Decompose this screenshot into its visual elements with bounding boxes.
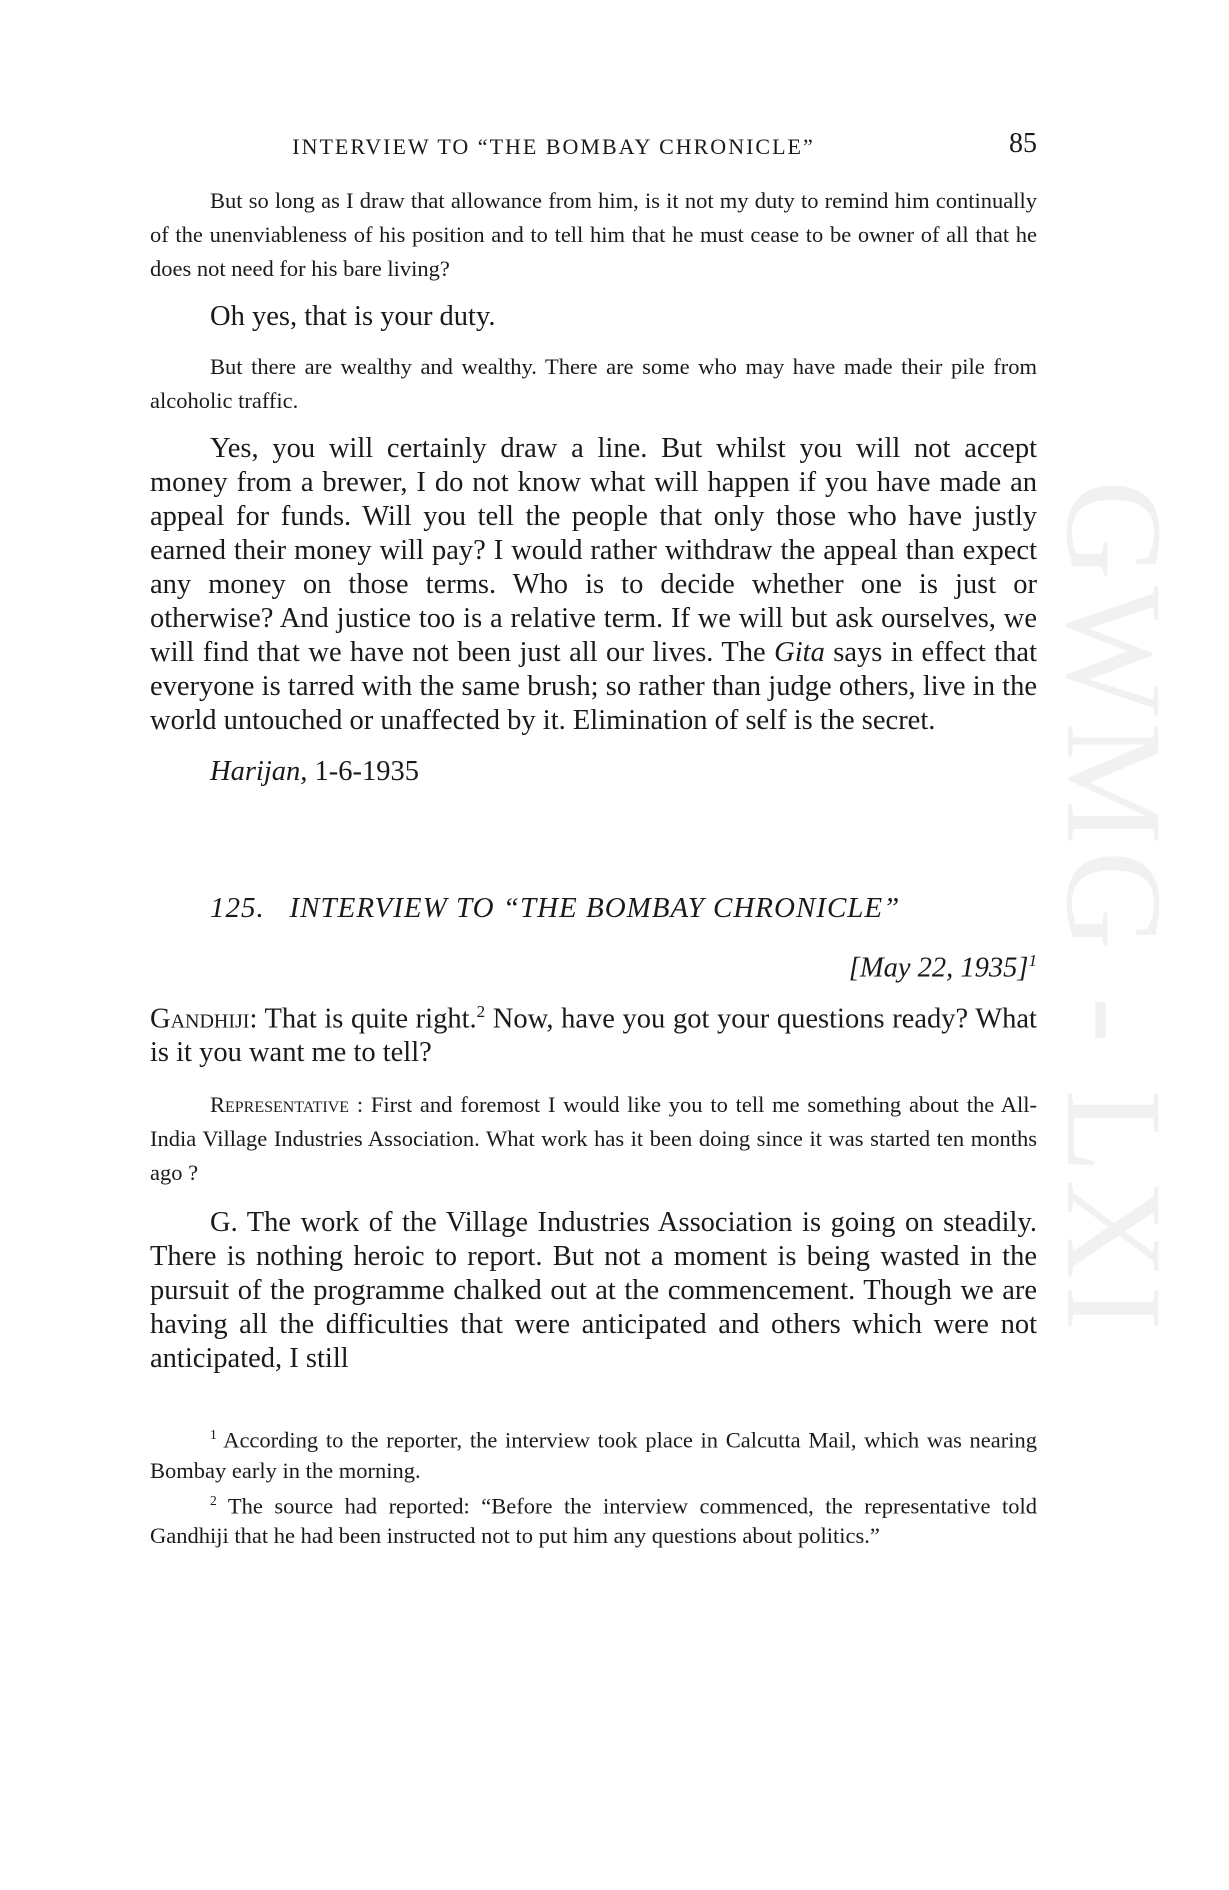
- speaker-label: Representative :: [210, 1092, 364, 1117]
- running-head-title: INTERVIEW TO “THE BOMBAY CHRONICLE”: [292, 134, 815, 159]
- answer-text: says in effect that everyone is tarred with the same brush; so rather than judge others, live in the world untouched or unaffected by it. Elimination of self is the secret.: [150, 637, 1037, 736]
- source-date: 1-6-1935: [307, 756, 419, 787]
- footnote-mark: 1: [210, 1427, 217, 1442]
- article-title: INTERVIEW TO “THE BOMBAY CHRONICLE”: [289, 892, 901, 924]
- answer-paragraph: Oh yes, that is your duty.: [210, 301, 496, 332]
- answer-text: Yes, you will certainly draw a line. But whilst you will not accept money from a brewer, I do not know what will happen if you have made an appeal for funds. Will you tell the people that only those who have justly earned their money will pay? I would rather withdraw the appeal than expect any money on those terms. Who is to decide whether one is just or otherwise? And justice too is a relative term. If we will but ask ourselves, we will find that we have not been just all our lives. The: [150, 433, 1037, 668]
- date-text: [May 22, 1935]: [848, 952, 1029, 984]
- article-heading: [210, 892, 1037, 925]
- page: [150, 124, 1037, 1551]
- footnote-text: According to the reporter, the interview took place in Calcutta Mail, which was nearing Bombay early in the morning.: [150, 1427, 1037, 1483]
- watermark: GWMG - LXI: [1038, 480, 1191, 1338]
- article-number: 125.: [210, 892, 265, 924]
- question-text: First and foremost I would like you to tell me something about the All-India Village Industries Association. What work has it been doing since it was started ten months ago ?: [150, 1092, 1037, 1185]
- source-citation: [210, 756, 1037, 788]
- footnote: [150, 1420, 1037, 1486]
- footnote-mark: 2: [210, 1492, 217, 1508]
- dialogue-text: That is quite right.: [257, 1003, 477, 1034]
- question-paragraph: But so long as I draw that allowance from him, is it not my duty to remind him continually of the unenviableness of his position and to tell him that he must cease to be owner of all that he does not need for his bare living?: [150, 188, 1037, 281]
- answer-paragraph: [150, 432, 1037, 738]
- footnotes: [150, 1420, 1037, 1551]
- running-head: [150, 124, 1037, 168]
- dialogue-paragraph: [150, 995, 1037, 1071]
- speaker-label: G.: [210, 1207, 238, 1238]
- answer-text: The work of the Village Industries Association is going on steadily. There is nothing heroic to report. But not a moment is being wasted in the pursuit of the programme chalked out at the commencement. Though we are having all the difficulties that were anticipated and others which were not anticipated, I still: [150, 1207, 1037, 1374]
- source-name: Harijan,: [210, 756, 308, 787]
- footnote: [150, 1486, 1037, 1552]
- page-number: 85: [1009, 128, 1037, 159]
- footnote-text: The source had reported: “Before the interview commenced, the representative told Gandhiji that he had been instructed not to put him any questions about politics.”: [150, 1493, 1037, 1548]
- gita-title: Gita: [774, 637, 825, 668]
- article-date: [150, 951, 1037, 985]
- answer-paragraph: [150, 1206, 1037, 1376]
- footnote-ref: 1: [1028, 951, 1037, 970]
- footnote-ref: 2: [476, 1001, 486, 1021]
- speaker-label: Gandhiji:: [150, 1003, 258, 1034]
- question-paragraph: But there are wealthy and wealthy. There are some who may have made their pile from alcoholic traffic.: [150, 354, 1037, 413]
- dialogue-text: Now, have you got your questions ready? What is it you want me to tell?: [150, 1003, 1037, 1068]
- question-paragraph: [150, 1088, 1037, 1190]
